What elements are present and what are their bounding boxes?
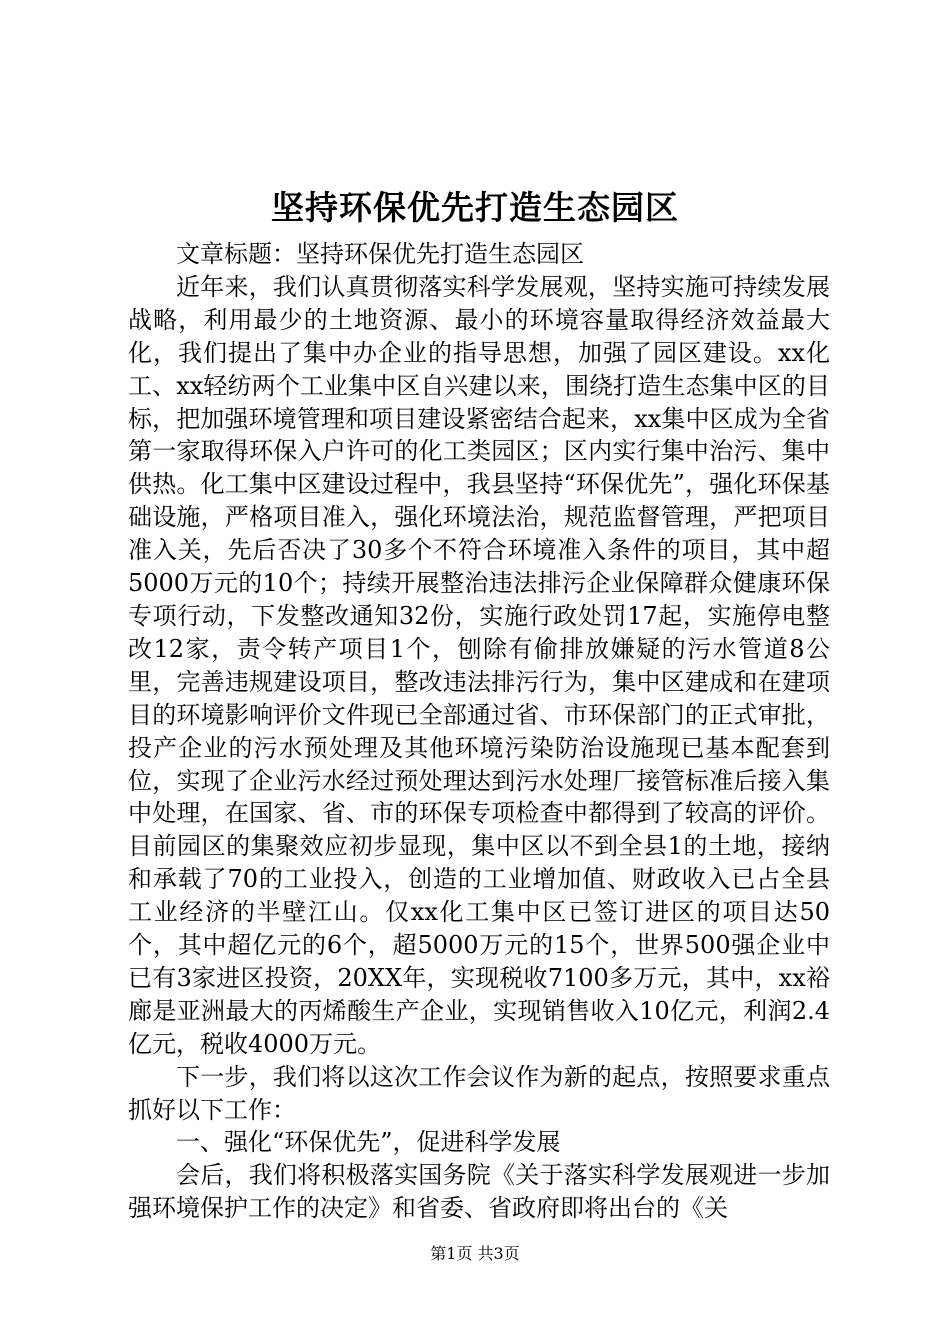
- document-body: [128, 238, 830, 1225]
- page-footer: 第1页 共3页: [430, 1244, 520, 1263]
- paragraph-intro: 近年来，我们认真贯彻落实科学发展观，坚持实施可持续发展战略，利用最少的土地资源、最小的环境容量取得经济效益最大化，我们提出了集中办企业的指导思想，加强了园区建设。xx化工、xx轻纺两个工业集中区自兴建以来，围绕打造生态集中区的目标，把加强环境管理和项目建设紧密结合起来，xx集中区成为全省第一家取得环保入户许可的化工类园区；区内实行集中治污、集中供热。化工集中区建设过程中，我县坚持“环保优先”，强化环保基础设施，严格项目准入，强化环境法治，规范监督管理，严把项目准入关，先后否决了30多个不符合环境准入条件的项目，其中超5000万元的10个；持续开展整治违法排污企业保障群众健康环保专项行动，下发整改通知32份，实施行政处罚17起，实施停电整改12家，责令转产项目1个，刨除有偷排放嫌疑的污水管道8公里，完善违规建设项目，整改违法排污行为，集中区建成和在建项目的环境影响评价文件现已全部通过省、市环保部门的正式审批，投产企业的污水预处理及其他环境污染防治设施现已基本配套到位，实现了企业污水经过预处理达到污水处理厂接管标准后接入集中处理，在国家、省、市的环保专项检查中都得到了较高的评价。目前园区的集聚效应初步显现，集中区以不到全县1的土地，接纳和承载了70的工业投入，创造的工业增加值、财政收入已占全县工业经济的半壁江山。仅xx化工集中区已签订进区的项目达50个，其中超亿元的6个，超5000万元的15个，世界500强企业中已有3家进区投资，20XX年，实现税收7100多万元，其中，xx裕廊是亚洲最大的丙烯酸生产企业，实现销售收入10亿元，利润2.4亿元，税收4000万元。: [128, 272, 830, 1058]
- paragraph-section-1: 会后，我们将积极落实国务院《关于落实科学发展观进一步加强环境保护工作的决定》和省委、省政府即将出台的《关: [128, 1161, 830, 1223]
- document-title: 坚持环保优先打造生态园区: [271, 188, 679, 227]
- paragraph-next-steps: 下一步，我们将以这次工作会议作为新的起点，按照要求重点抓好以下工作：: [128, 1062, 830, 1124]
- section-heading-1: 一、强化“环保优先”，促进科学发展: [176, 1128, 561, 1157]
- article-title-line: 文章标题：坚持环保优先打造生态园区: [176, 240, 584, 268]
